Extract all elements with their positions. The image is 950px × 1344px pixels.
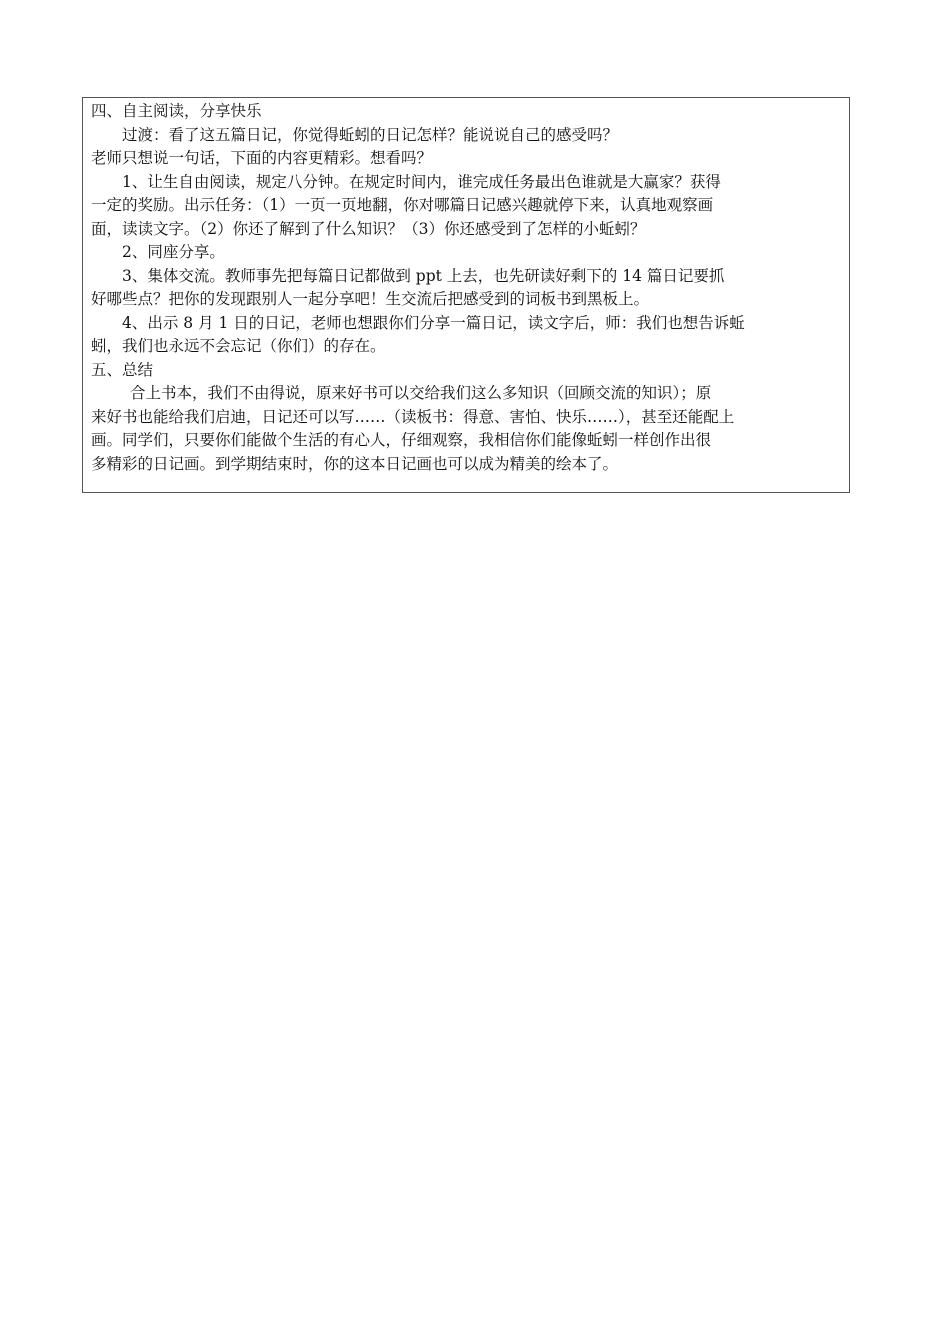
paragraph-line: 多精彩的日记画。到学期结束时，你的这本日记画也可以成为精美的绘本了。 <box>91 454 619 473</box>
lesson-table-cell <box>82 97 850 493</box>
paragraph-line: 一定的奖励。出示任务：（1）一页一页地翻，你对哪篇日记感兴趣就停下来，认真地观察画 <box>91 196 714 214</box>
paragraph-line: 3、集体交流。教师事先把每篇日记都做到 ppt 上去，也先研读好剩下的 14 篇日记要抓 <box>122 266 725 285</box>
paragraph-line: 画。同学们，只要你们能做个生活的有心人，仔细观察，我相信你们能像蚯蚓一样创作出很 <box>91 431 712 449</box>
paragraph-line: 4、出示 8 月 1 日的日记，老师也想跟你们分享一篇日记，读文字后，师：我们也想告诉蚯 <box>122 313 745 332</box>
section-heading: 五、总结 <box>91 360 154 379</box>
paragraph-line: 好哪些点？把你的发现跟别人一起分享吧！生交流后把感受到的词板书到黑板上。 <box>91 290 650 308</box>
paragraph-line: 蚓，我们也永远不会忘记（你们）的存在。 <box>91 337 386 355</box>
paragraph-line: 来好书也能给我们启迪，日记还可以写……（读板书：得意、害怕、快乐……），甚至还能配上 <box>91 407 735 426</box>
section-heading: 四、自主阅读，分享快乐 <box>91 102 262 120</box>
paragraph-line: 老师只想说一句话，下面的内容更精彩。想看吗？ <box>91 149 433 167</box>
paragraph-line: 1、让生自由阅读，规定八分钟。在规定时间内，谁完成任务最出色谁就是大赢家？获得 <box>122 172 721 191</box>
paragraph-line: 面，读读文字。（2）你还了解到了什么知识？（3）你还感受到了怎样的小蚯蚓？ <box>91 219 646 238</box>
paragraph-line: 合上书本，我们不由得说，原来好书可以交给我们这么多知识（回顾交流的知识）；原 <box>130 384 712 402</box>
paragraph-line: 2、同座分享。 <box>122 243 225 261</box>
paragraph-line: 过渡：看了这五篇日记，你觉得蚯蚓的日记怎样？能说说自己的感受吗？ <box>122 125 619 144</box>
